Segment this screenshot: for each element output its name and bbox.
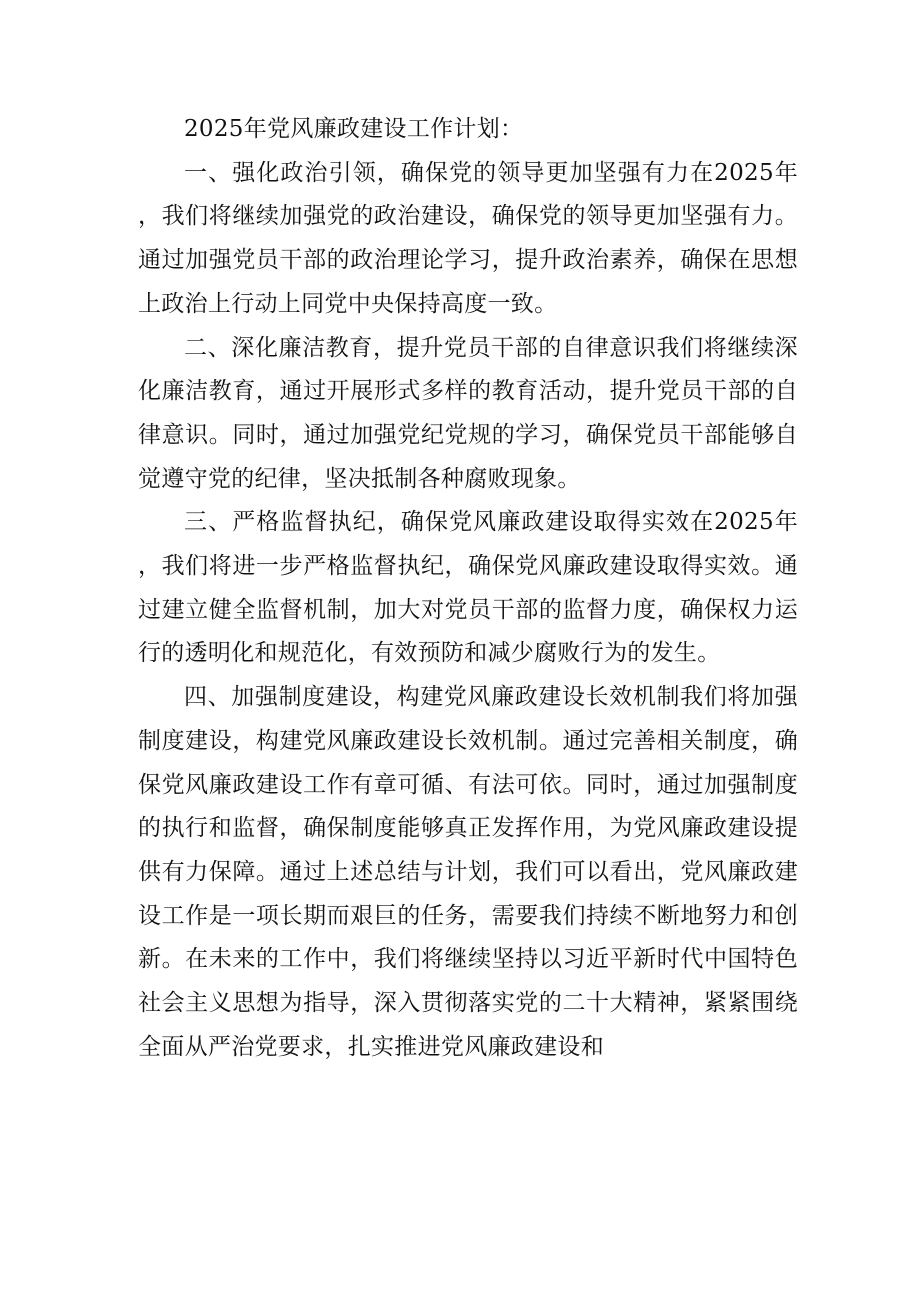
paragraph-integrity-education: 二、深化廉洁教育，提升党员干部的自律意识我们将继续深化廉洁教育，通过开展形式多样的教育活动，提升党员干部的自律意识。同时，通过加强党纪党规的学习，确保党员干部能够自觉遵守党的纪律，坚决抵制各种腐败现象。 xyxy=(138,334,798,492)
paragraph-political-leadership: 一、强化政治引领，确保党的领导更加坚强有力在2025年，我们将继续加强党的政治建设，确保党的领导更加坚强有力。通过加强党员干部的政治理论学习，提升政治素养，确保在思想上政治上行动上同党中央保持高度一致。 xyxy=(138,159,798,317)
document-body xyxy=(138,108,798,1069)
document-title: 2025年党风廉政建设工作计划： xyxy=(184,116,524,142)
paragraph-institution-building: 四、加强制度建设，构建党风廉政建设长效机制我们将加强制度建设，构建党风廉政建设长效机制。通过完善相关制度，确保党风廉政建设工作有章可循、有法可依。同时，通过加强制度的执行和监督，确保制度能够真正发挥作用，为党风廉政建设提供有力保障。通过上述总结与计划，我们可以看出，党风廉政建设工作是一项长期而艰巨的任务，需要我们持续不断地努力和创新。在未来的工作中，我们将继续坚持以习近平新时代中国特色社会主义思想为指导，深入贯彻落实党的二十大精神，紧紧围绕全面从严治党要求，扎实推进党风廉政建设和 xyxy=(138,684,798,1060)
paragraph-supervision-discipline: 三、严格监督执纪，确保党风廉政建设取得实效在2025年，我们将进一步严格监督执纪，确保党风廉政建设取得实效。通过建立健全监督机制，加大对党员干部的监督力度，确保权力运行的透明化和规范化，有效预防和减少腐败行为的发生。 xyxy=(138,509,798,667)
